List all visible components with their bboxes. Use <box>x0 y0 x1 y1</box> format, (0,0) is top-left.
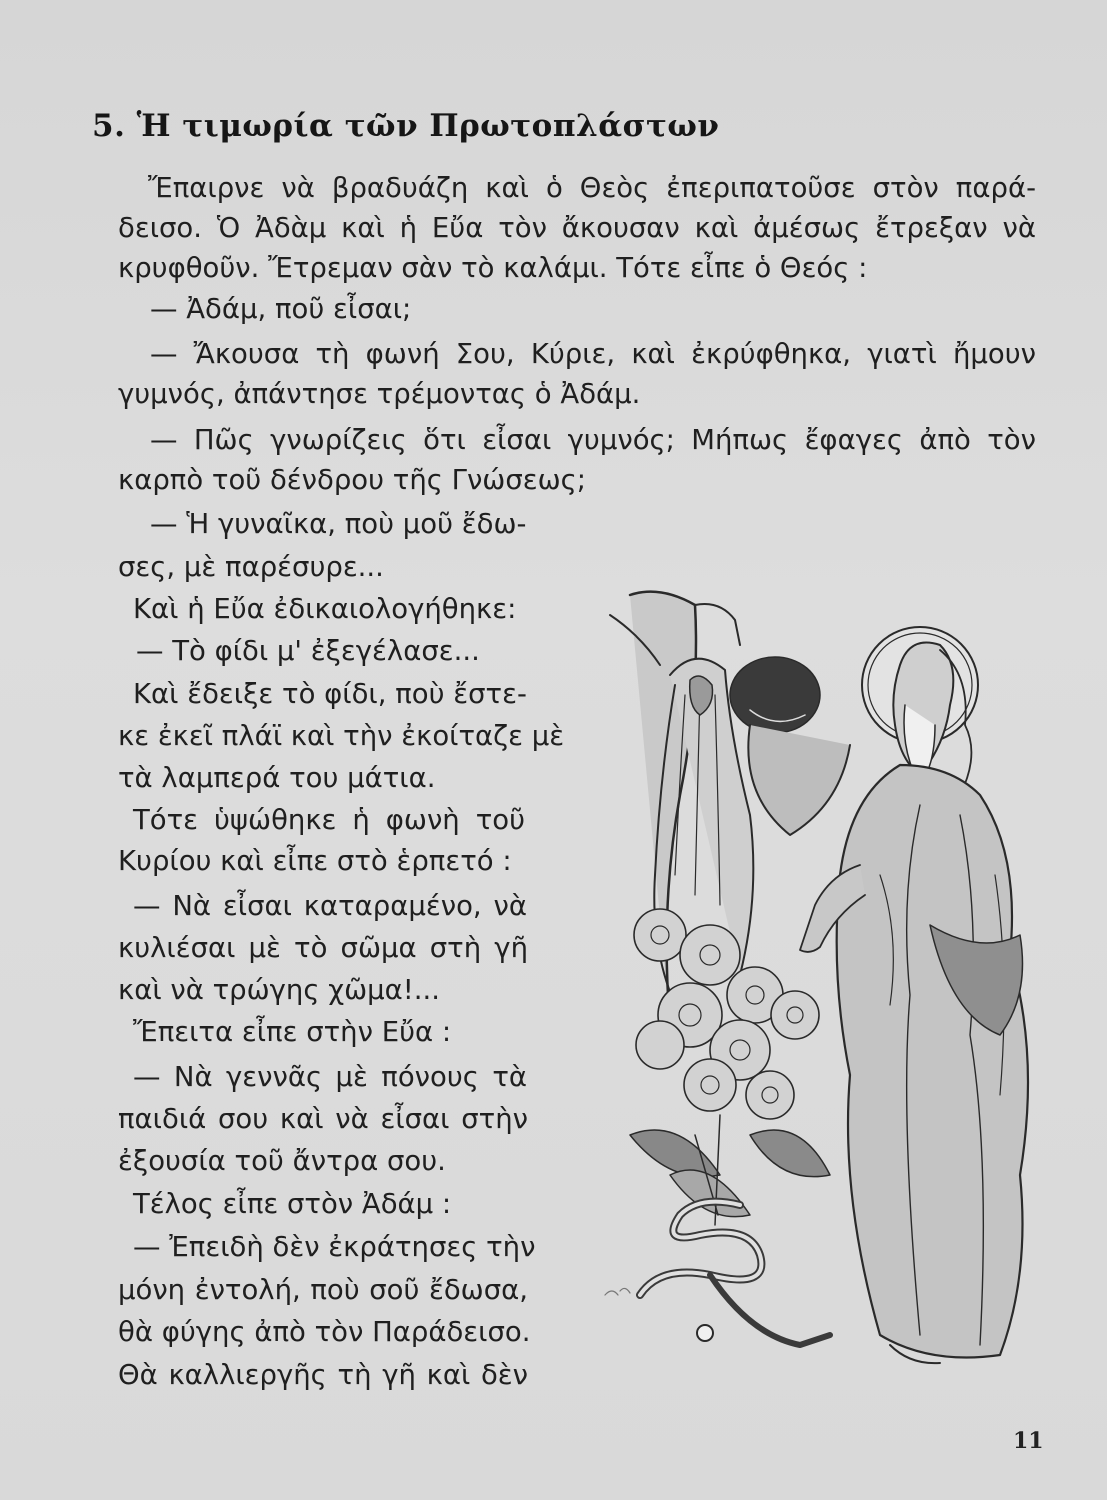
text-line: — Ἡ γυναῖκα, ποὺ μοῦ ἔδω- <box>150 508 527 540</box>
text-line: τὰ λαμπερά του μάτια. <box>118 762 436 794</box>
text-line: κρυφθοῦν. Ἔτρεμαν σὰν τὸ καλάμι. Τότε εἶπε ὁ Θεός : <box>118 252 868 284</box>
text-line: δεισο. Ὁ Ἀδὰμ καὶ ἡ Εὔα τὸν ἄκουσαν καὶ ἀμέσως ἔτρεξαν νὰ <box>118 212 1036 244</box>
text-line: μόνη ἐντολή, ποὺ σοῦ ἔδωσα, <box>118 1274 528 1306</box>
chapter-heading: 5. Ἡ τιμωρία τῶν Πρωτοπλάστων <box>92 108 720 144</box>
text-line: — Τὸ φίδι μ' ἐξεγέλασε... <box>136 635 480 667</box>
text-line: παιδιά σου καὶ νὰ εἶσαι στὴν <box>118 1103 528 1135</box>
text-line: Ἔπαιρνε νὰ βραδυάζη καὶ ὁ Θεὸς ἐπεριπατοῦσε στὸν παρά- <box>148 172 1036 204</box>
text-line: — Ἄκουσα τὴ φωνή Σου, Κύριε, καὶ ἐκρύφθηκα, γιατὶ ἤμουν <box>150 338 1036 370</box>
text-line: Τότε ὑψώθηκε ἡ φωνὴ τοῦ <box>133 804 525 836</box>
text-line: Κυρίου καὶ εἶπε στὸ ἑρπετό : <box>118 845 512 877</box>
illustration-adam-eve-god <box>600 575 1070 1405</box>
text-line: θὰ φύγης ἀπὸ τὸν Παράδεισο. <box>118 1316 531 1348</box>
text-line: — Νὰ γεννᾶς μὲ πόνους τὰ <box>133 1061 527 1093</box>
text-line: Καὶ ἡ Εὔα ἐδικαιολογήθηκε: <box>133 593 517 625</box>
text-line: Ἔπειτα εἶπε στὴν Εὔα : <box>133 1016 452 1048</box>
page-number: 11 <box>1013 1428 1044 1454</box>
text-line: γυμνός, ἀπάντησε τρέμοντας ὁ Ἀδάμ. <box>118 378 641 410</box>
text-line: καὶ νὰ τρώγης χῶμα!... <box>118 974 441 1006</box>
text-line: Θὰ καλλιεργῆς τὴ γῆ καὶ δὲν <box>118 1359 528 1391</box>
text-line: κυλιέσαι μὲ τὸ σῶμα στὴ γῆ <box>118 932 528 964</box>
text-line: σες, μὲ παρέσυρε... <box>118 551 384 583</box>
text-line: — Ἀδάμ, ποῦ εἶσαι; <box>150 293 412 325</box>
text-line: — Νὰ εἶσαι καταραμένο, νὰ <box>133 890 527 922</box>
text-line: Τέλος εἶπε στὸν Ἀδάμ : <box>133 1188 452 1220</box>
text-line: καρπὸ τοῦ δένδρου τῆς Γνώσεως; <box>118 464 587 496</box>
text-line: κε ἐκεῖ πλάϊ καὶ τὴν ἐκοίταζε μὲ <box>118 720 565 752</box>
text-line: Καὶ ἔδειξε τὸ φίδι, ποὺ ἔστε- <box>133 678 527 710</box>
text-line: — Πῶς γνωρίζεις ὅτι εἶσαι γυμνός; Μήπως ἔφαγες ἀπὸ τὸν <box>150 424 1036 456</box>
text-line: ἐξουσία τοῦ ἄντρα σου. <box>118 1145 446 1177</box>
text-line: — Ἐπειδὴ δὲν ἐκράτησες τὴν <box>133 1231 536 1263</box>
